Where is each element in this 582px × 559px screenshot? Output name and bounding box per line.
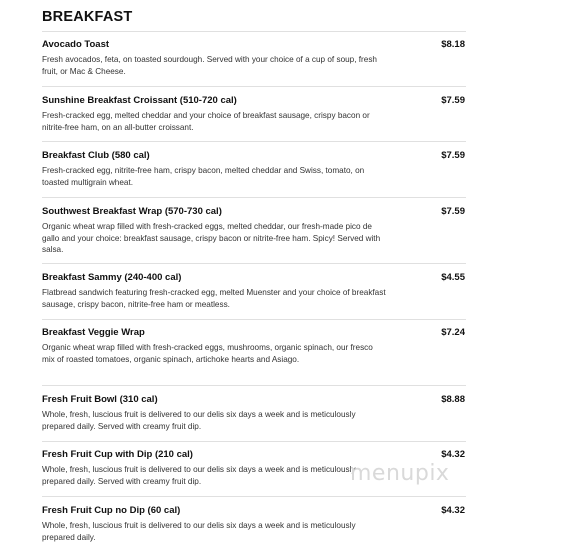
item-name: Fresh Fruit Bowl (310 cal)	[42, 394, 158, 405]
item-description: Organic wheat wrap filled with fresh-cracked eggs, melted cheddar, our fresh-made pico de gallo and your choice: breakfast sausage, crispy bacon or nitrite-free ham. Spicy! Served with salsa.	[42, 222, 381, 255]
section-title: BREAKFAST	[42, 9, 133, 25]
item-divider	[42, 197, 466, 198]
item-description: Fresh-cracked egg, nitrite-free ham, crispy bacon, melted cheddar and Swiss, tomato, on toasted multigrain wheat.	[42, 166, 365, 187]
item-price: $4.32	[441, 449, 465, 460]
item-name: Avocado Toast	[42, 39, 110, 50]
item-name: Sunshine Breakfast Croissant (510-720 cal)	[42, 95, 237, 106]
item-divider	[42, 496, 466, 497]
item-price: $7.59	[441, 150, 465, 161]
item-name: Southwest Breakfast Wrap (570-730 cal)	[42, 206, 222, 217]
item-divider	[42, 86, 466, 87]
item-price: $7.59	[441, 206, 465, 217]
item-description: Whole, fresh, luscious fruit is delivered to our delis six days a week and is meticulously prepared daily.	[42, 521, 356, 542]
item-divider	[42, 385, 466, 386]
item-name: Breakfast Sammy (240-400 cal)	[42, 272, 182, 283]
item-price: $4.32	[441, 505, 465, 516]
item-divider	[42, 141, 466, 142]
item-price: $7.24	[441, 327, 465, 338]
item-name: Fresh Fruit Cup with Dip (210 cal)	[42, 449, 193, 460]
item-description: Whole, fresh, luscious fruit is delivered to our delis six days a week and is meticulously prepared daily. Served with creamy fruit dip.	[42, 465, 356, 486]
item-name: Fresh Fruit Cup no Dip (60 cal)	[42, 505, 181, 516]
menupix-watermark: menupix	[350, 461, 450, 486]
item-divider	[42, 31, 466, 32]
item-name: Breakfast Club (580 cal)	[42, 150, 150, 161]
item-description: Fresh avocados, feta, on toasted sourdough. Served with your choice of a cup of soup, fresh fruit, or Mac & Cheese.	[42, 55, 377, 76]
item-description: Fresh-cracked egg, melted cheddar and your choice of breakfast sausage, crispy bacon or nitrite-free ham, on an all-butter croissant.	[42, 111, 370, 132]
item-description: Whole, fresh, luscious fruit is delivered to our delis six days a week and is meticulously prepared daily. Served with creamy fruit dip.	[42, 410, 356, 431]
item-price: $8.18	[441, 39, 465, 50]
item-price: $4.55	[441, 272, 465, 283]
item-name: Breakfast Veggie Wrap	[42, 327, 145, 338]
item-price: $8.88	[441, 394, 465, 405]
item-divider	[42, 319, 466, 320]
item-price: $7.59	[441, 95, 465, 106]
item-description: Organic wheat wrap filled with fresh-cracked eggs, mushrooms, organic spinach, our fresco mix of roasted tomatoes, organic spinach, artichoke hearts and Asiago.	[42, 343, 373, 364]
item-description: Flatbread sandwich featuring fresh-cracked egg, melted Muenster and your choice of breakfast sausage, crispy bacon, nitrite-free ham or meatless.	[42, 288, 386, 309]
item-divider	[42, 441, 466, 442]
item-divider	[42, 263, 466, 264]
